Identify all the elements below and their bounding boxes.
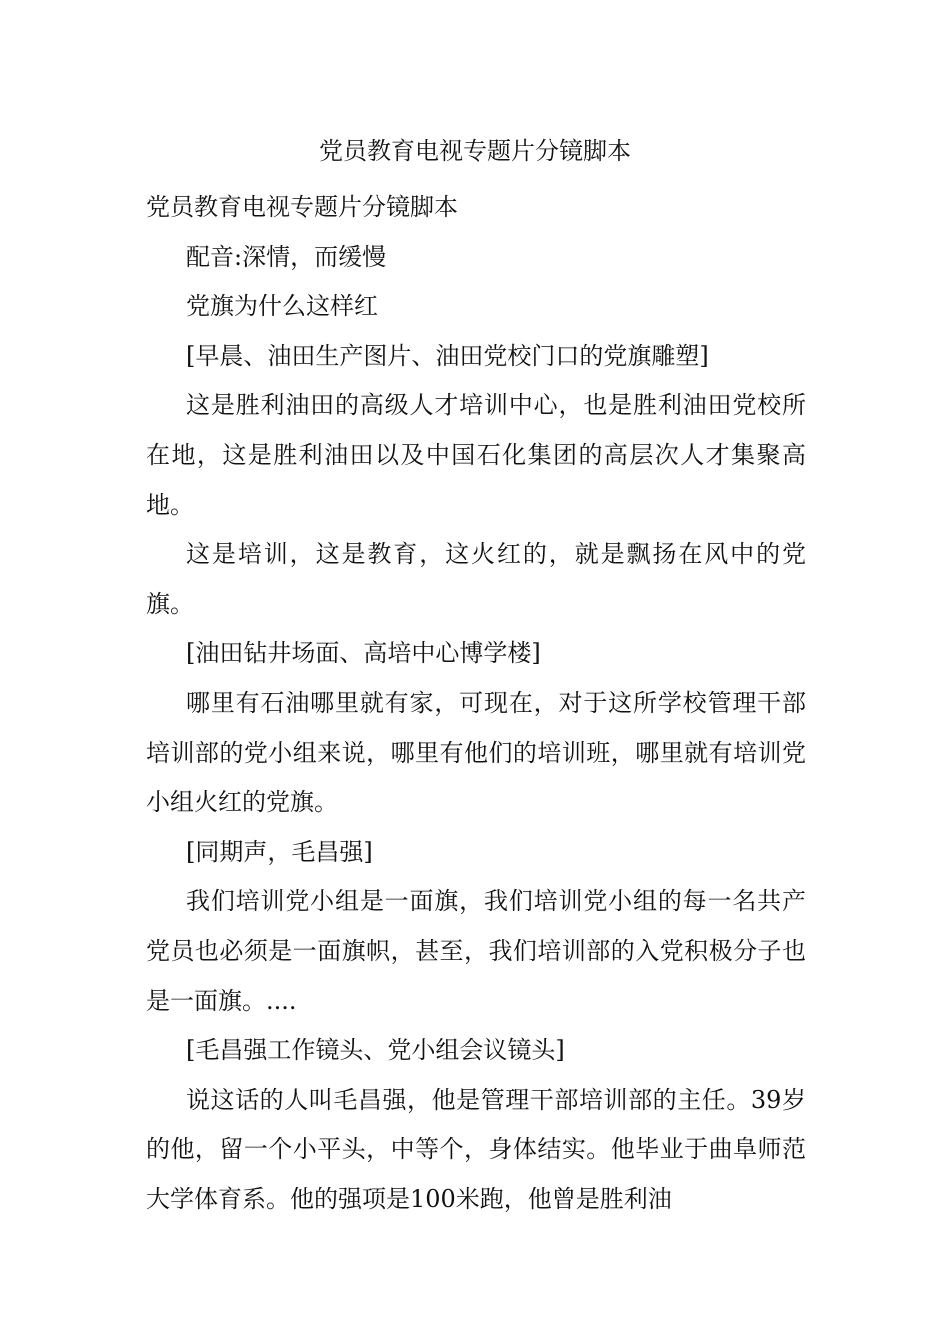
- paragraph-shot-description: [早晨、油田生产图片、油田党校门口的党旗雕塑]: [186, 341, 709, 370]
- paragraph: 这是培训，这是教育，这火红的，就是飘扬在风中的党旗。: [146, 540, 806, 618]
- paragraph: 我们培训党小组是一面旗，我们培训党小组的每一名共产党员也必须是一面旗帜，甚至，我们培训部的入党积极分子也是一面旗。....: [146, 887, 806, 1015]
- document-title: 党员教育电视专题片分镜脚本: [319, 137, 631, 165]
- paragraph: 哪里有石油哪里就有家，可现在，对于这所学校管理干部培训部的党小组来说，哪里有他们的培训班，哪里就有培训党小组火红的党旗。: [146, 688, 806, 817]
- document-body: [146, 183, 806, 1224]
- paragraph-voiceover-note: 配音:深情，而缓慢: [186, 242, 387, 271]
- paragraph-shot-description: [同期声，毛昌强]: [186, 837, 373, 866]
- paragraph-section-heading: 党旗为什么这样红: [186, 292, 378, 321]
- paragraph-subtitle: 党员教育电视专题片分镜脚本: [146, 193, 458, 221]
- paragraph-shot-description: [油田钻井场面、高培中心博学楼]: [186, 639, 541, 668]
- paragraph: 这是胜利油田的高级人才培训中心，也是胜利油田党校所在地，这是胜利油田以及中国石化集团的高层次人才集聚高地。: [146, 391, 806, 519]
- paragraph: 说这话的人叫毛昌强，他是管理干部培训部的主任。39岁的他，留一个小平头，中等个，身体结实。他毕业于曲阜师范大学体育系。他的强项是100米跑，他曾是胜利油: [146, 1085, 806, 1213]
- paragraph-shot-description: [毛昌强工作镜头、党小组会议镜头]: [186, 1036, 565, 1065]
